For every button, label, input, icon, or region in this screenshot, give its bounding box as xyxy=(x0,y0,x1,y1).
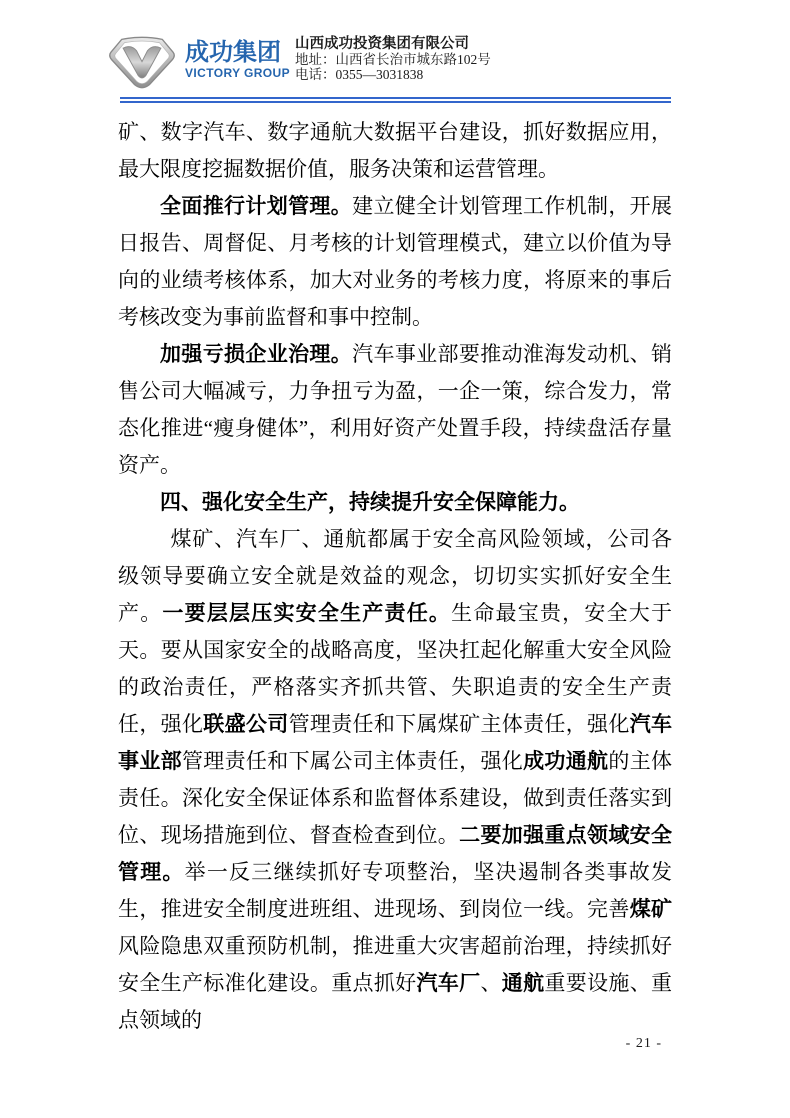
header-double-rule xyxy=(120,97,671,103)
bold-text-run: 联盛公司 xyxy=(203,712,289,736)
text-run: 的主体责任。深化安全保证体系和监督体系建设，做到责任落实到位、现场措施到位、督查检查到位。 xyxy=(118,749,673,847)
text-run: 建立健全计划管理工作机制，开展日报告、周督促、月考核的计划管理模式，建立以价值为导向的业绩考核体系，加大对业务的考核力度，将原来的事后考核改变为事前监督和事中控制。 xyxy=(118,194,673,329)
text-run: 风险隐患双重预防机制，推进重大灾害超前治理，持续抓好安全生产标准化建设。重点抓好 xyxy=(118,934,672,995)
bold-text-run: 煤矿 xyxy=(629,897,673,921)
bold-text-run: 加强亏损企业治理。 xyxy=(160,342,353,366)
document-body xyxy=(118,114,672,1039)
paragraph xyxy=(118,188,672,336)
text-run: 重要设施、重点领域的 xyxy=(118,971,673,1032)
text-run: 汽车事业部要推动淮海发动机、销售公司大幅减亏，力争扭亏为盈，一企一策，综合发力，常态化推进“瘦身健体”，利用好资产处置手段，持续盘活存量资产。 xyxy=(118,342,673,477)
bold-text-run: 通航 xyxy=(501,971,545,995)
brand-name-en: VICTORY GROUP xyxy=(185,66,290,80)
bold-text-run: 二要加强重点领域安全管理。 xyxy=(118,823,673,884)
bold-text-run: 四、强化安全生产，持续提升安全保障能力。 xyxy=(160,490,580,514)
victory-v-emblem-icon xyxy=(108,36,176,90)
paragraph xyxy=(118,114,672,188)
company-info xyxy=(295,37,491,82)
bold-text-run: 全面推行计划管理。 xyxy=(160,194,353,218)
text-run: 矿、数字汽车、数字通航大数据平台建设，抓好数据应用，最大限度挖掘数据价值，服务决策和运营管理。 xyxy=(118,120,672,181)
company-name: 山西成功投资集团有限公司 xyxy=(295,36,469,52)
text-run: 、 xyxy=(480,971,502,995)
company-phone: 电话：0355—3031838 xyxy=(295,67,424,82)
bold-text-run: 一要层层压实安全生产责任。 xyxy=(162,601,452,625)
text-run: 管理责任和下属煤矿主体责任，强化 xyxy=(288,712,630,736)
letterhead xyxy=(108,34,491,92)
text-run: 煤矿、汽车厂、通航都属于安全高风险领域，公司各级领导要确立安全就是效益的观念，切切实实抓好安全生产。 xyxy=(118,527,672,625)
bold-text-run: 汽车事业部 xyxy=(118,712,673,773)
company-address: 地址：山西省长治市城东路102号 xyxy=(295,52,491,67)
bold-text-run: 成功通航 xyxy=(523,749,609,773)
page-number: - 21 - xyxy=(625,1036,662,1051)
text-run: 管理责任和下属公司主体责任，强化 xyxy=(181,749,524,773)
paragraph xyxy=(118,336,672,484)
text-run: 举一反三继续抓好专项整治，坚决遏制各类事故发生，推进安全制度进班组、进现场、到岗位一线。完善 xyxy=(118,860,672,921)
text-run: 生命最宝贵，安全大于天。要从国家安全的战略高度，坚决扛起化解重大安全风险的政治责任，严格落实齐抓共管、失职追责的安全生产责任，强化 xyxy=(118,601,673,736)
brand-name-cn: 成功集团 xyxy=(185,39,281,66)
brand-block xyxy=(185,39,290,80)
bold-text-run: 汽车厂 xyxy=(416,971,481,995)
paragraph xyxy=(118,521,672,1039)
section-heading xyxy=(118,484,672,521)
